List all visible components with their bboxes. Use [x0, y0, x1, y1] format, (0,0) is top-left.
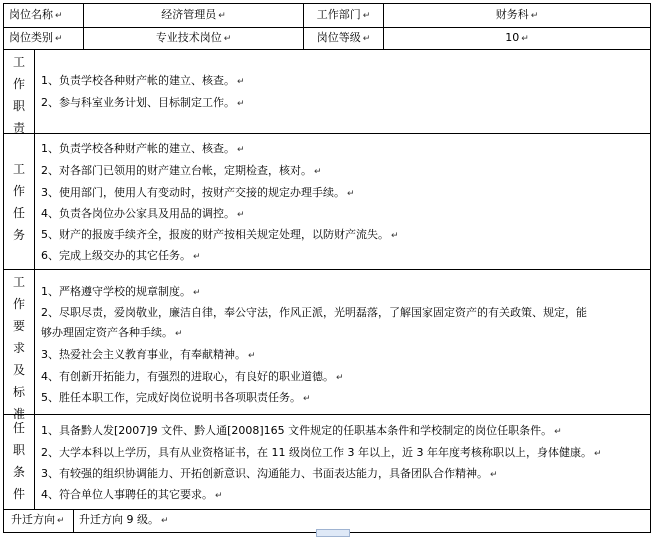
department-value: 财务科 ↵ [495, 8, 539, 21]
duty-item: 2、参与科室业务计划、目标制定工作。 ↵ [41, 96, 245, 109]
task-item: 3、使用部门，使用人有变动时，按财产交接的规定办理手续。 ↵ [41, 186, 355, 199]
section-label-divider [34, 49, 35, 509]
qualification-item: 1、具备黔人发[2007]9 文件、黔人通[2008]165 文件规定的任职基本条件和学校制定的岗位任职条件。 ↵ [41, 424, 562, 437]
row-divider [3, 269, 651, 270]
promotion-value: 升迁方向 9 级。 ↵ [79, 513, 169, 526]
post-name-value: 经济管理员 ↵ [161, 8, 226, 21]
row-divider [3, 414, 651, 415]
task-item: 5、财产的报废手续齐全，报废的财产按相关规定处理，以防财产流失。 ↵ [41, 228, 399, 241]
qualification-item: 4、符合单位人事聘任的其它要求。 ↵ [41, 488, 223, 501]
requirement-item: 够办理固定资产各种手续。 ↵ [41, 326, 183, 339]
requirement-item: 4、有创新开拓能力，有强烈的进取心，有良好的职业道德。 ↵ [41, 370, 344, 383]
row-divider [3, 27, 651, 28]
section-label-requirements: 工 作 要 求 及 标 准 [12, 275, 25, 421]
task-item: 6、完成上级交办的其它任务。 ↵ [41, 249, 201, 262]
table-border-top [3, 3, 651, 4]
requirement-item: 5、胜任本职工作，完成好岗位说明书各项职责任务。 ↵ [41, 391, 311, 404]
section-label-qualifications: 任 职 条 件 [12, 421, 25, 501]
task-item: 1、负责学校各种财产帐的建立、核查。 ↵ [41, 142, 245, 155]
requirement-item: 2、尽职尽责，爱岗敬业，廉洁自律，奉公守法，作风正派，光明磊落，了解国家固定资产的有关政策、规定，能 [41, 306, 587, 319]
requirement-item: 1、严格遵守学校的规章制度。 ↵ [41, 285, 201, 298]
row-divider [3, 509, 651, 510]
section-label-tasks: 工 作 任 务 [12, 162, 25, 242]
promotion-label: 升迁方向 ↵ [11, 513, 65, 526]
post-type-label: 岗位类别 ↵ [9, 31, 63, 44]
table-border-right [650, 3, 651, 533]
page-scroll-indicator[interactable] [316, 529, 350, 537]
requirement-item: 3、热爱社会主义教育事业，有奉献精神。 ↵ [41, 348, 256, 361]
post-level-label: 岗位等级 ↵ [316, 31, 371, 44]
post-level-value: 10 ↵ [505, 31, 529, 44]
duty-item: 1、负责学校各种财产帐的建立、核查。 ↵ [41, 74, 245, 87]
col-divider [73, 509, 74, 532]
qualification-item: 3、有较强的组织协调能力、开拓创新意识、沟通能力、书面表达能力，具备团队合作精神。 ↵ [41, 467, 498, 480]
task-item: 2、对各部门已领用的财产建立台帐，定期检查，核对。 ↵ [41, 164, 322, 177]
post-type-value: 专业技术岗位 ↵ [155, 31, 232, 44]
row-divider [3, 49, 651, 50]
job-description-table [3, 3, 651, 533]
row-divider [3, 133, 651, 134]
department-label: 工作部门 ↵ [316, 8, 371, 21]
section-label-duties: 工 作 职 责 [12, 55, 25, 135]
job-description-document [3, 3, 651, 533]
qualification-item: 2、大学本科以上学历，具有从业资格证书，在 11 级岗位工作 3 年以上，近 3 年年度考核称职以上，身体健康。 ↵ [41, 446, 602, 459]
post-name-label: 岗位名称 ↵ [9, 8, 63, 21]
task-item: 4、负责各岗位办公家具及用品的调控。 ↵ [41, 207, 245, 220]
